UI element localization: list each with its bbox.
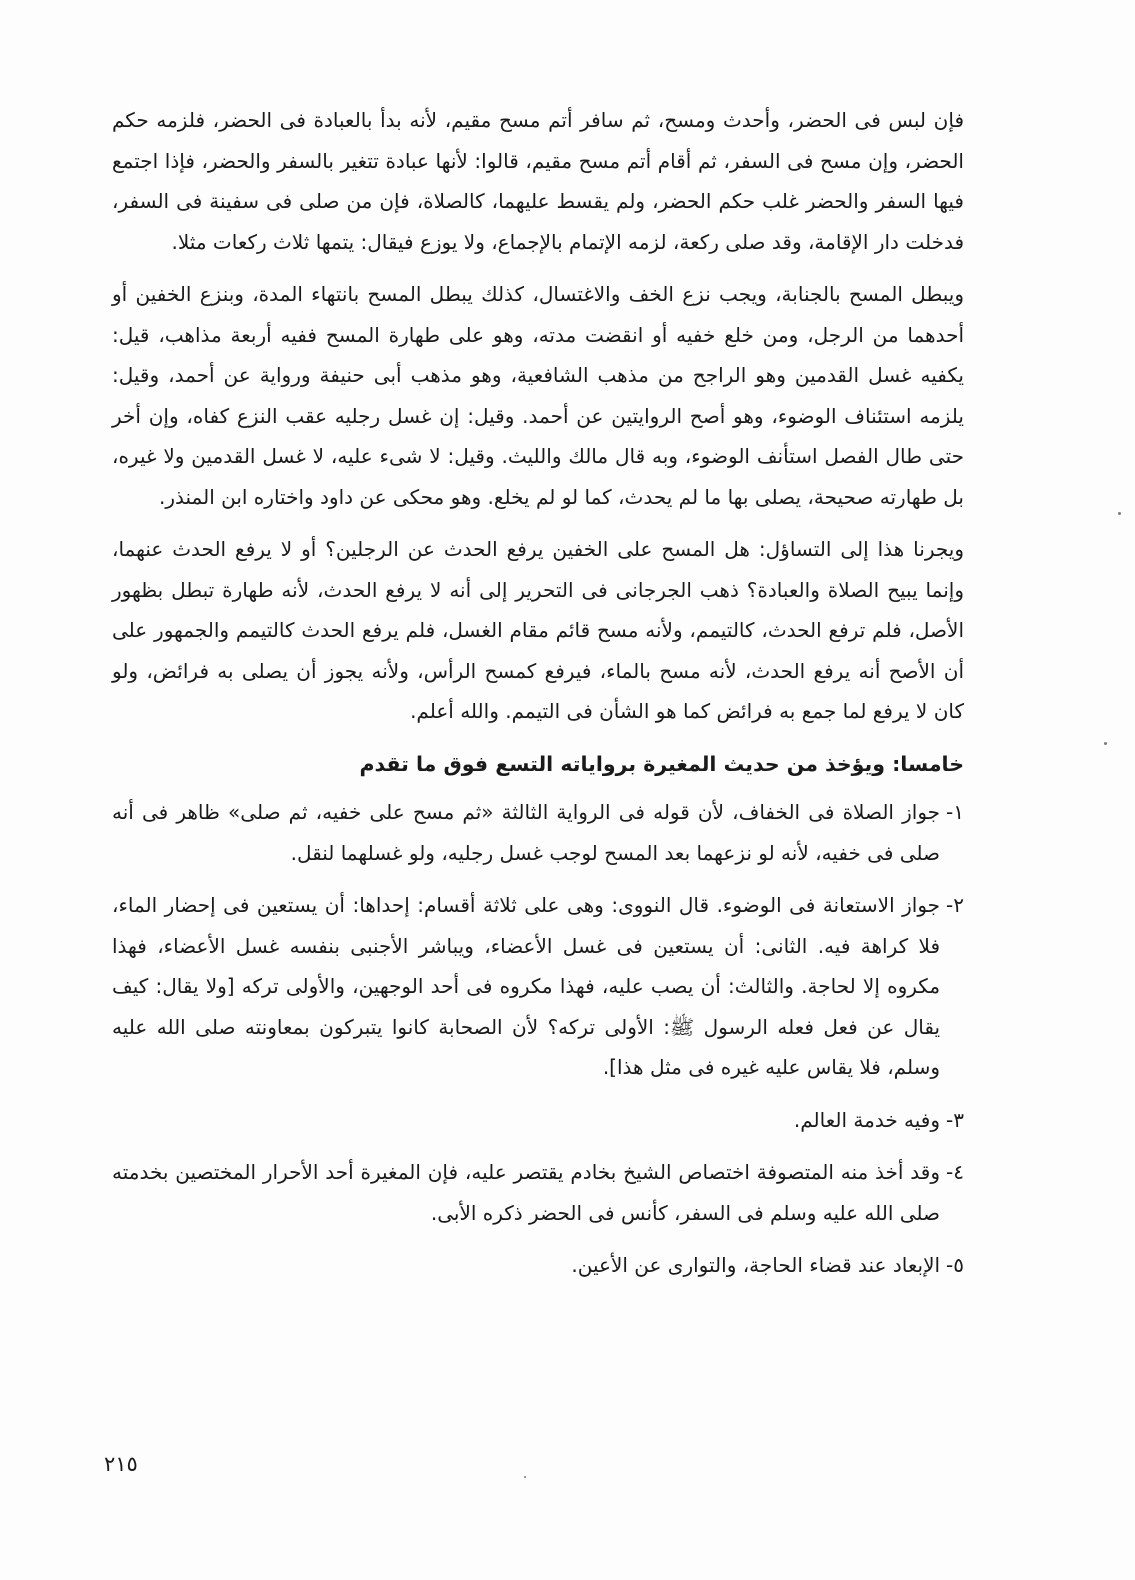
list-item-5 <box>112 1245 964 1286</box>
list-item-number: ١- <box>946 800 964 824</box>
list-item-text: جواز الصلاة فى الخفاف، لأن قوله فى الرواية الثالثة «ثم مسح على خفيه، ثم صلى» ظاهر فى أنه صلى فى خفيه، لأنه لو نزعهما بعد المسح لوجب غسل رجليه، ولو غسلهما لنقل. <box>112 800 941 865</box>
list-item-text: جواز الاستعانة فى الوضوء. قال النووى: وهى على ثلاثة أقسام: إحداها: أن يستعين فى إحضار الماء، فلا كراهة فيه. الثانى: أن يستعين فى غسل الأعضاء، ويباشر الأجنبى بنفسه غسل الأعضاء، فهذا مكروه إلا لحاجة. والثالث: أن يصب عليه، فهذا مكروه فى أحد الوجهين، والأولى تركه [ولا يقال: كيف يقال عن فعل فعله الرسول ﷺ: الأولى تركه؟ لأن الصحابة كانوا يتبركون بمعاونته صلى الله عليه وسلم، فلا يقاس عليه غيره فى مثل هذا]. <box>112 893 941 1079</box>
list-item-text: الإبعاد عند قضاء الحاجة، والتوارى عن الأعين. <box>571 1253 941 1277</box>
list-item-number: ٥- <box>946 1253 964 1277</box>
list-item-1 <box>112 792 964 873</box>
page-body <box>112 100 964 1298</box>
scan-speck <box>1104 742 1107 745</box>
scan-speck <box>1118 512 1121 515</box>
paragraph-1: فإن لبس فى الحضر، وأحدث ومسح، ثم سافر أتم مسح مقيم، لأنه بدأ بالعبادة فى الحضر، فلزمه حكم الحضر، وإن مسح فى السفر، ثم أقام أتم مسح مقيم، قالوا: لأنها عبادة تتغير بالسفر والحضر، فإذا اجتمع فيها السفر والحضر غلب حكم الحضر، ولم يقسط عليهما، كالصلاة، فإن من صلى فى سفينة فى السفر، فدخلت دار الإقامة، وقد صلى ركعة، لزمه الإتمام بالإجماع، ولا يوزع فيقال: يتمها ثلاث ركعات مثلا. <box>112 108 964 254</box>
section-heading: خامسا: ويؤخذ من حديث المغيرة برواياته التسع فوق ما تقدم <box>359 751 964 776</box>
list-item-2 <box>112 885 964 1088</box>
paragraph-2: ويبطل المسح بالجنابة، ويجب نزع الخف والاغتسال، كذلك يبطل المسح بانتهاء المدة، وبنزع الخفين أو أحدهما من الرجل، ومن خلع خفيه أو انقضت مدته، وهو على طهارة المسح ففيه أربعة مذاهب، قيل: يكفيه غسل القدمين وهو الراجح من مذهب الشافعية، وهو مذهب أبى حنيفة ورواية عن أحمد، وقيل: يلزمه استئناف الوضوء، وهو أصح الروايتين عن أحمد. وقيل: إن غسل رجليه عقب النزع كفاه، وإن أخر حتى طال الفصل استأنف الوضوء، وبه قال مالك والليث. وقيل: لا شىء عليه، لا غسل القدمين ولا غيره، بل طهارته صحيحة، يصلى بها ما لم يحدث، كما لو لم يخلع. وهو محكى عن داود واختاره ابن المنذر. <box>112 282 964 509</box>
list-item-text: وقد أخذ منه المتصوفة اختصاص الشيخ بخادم يقتصر عليه، فإن المغيرة أحد الأحرار المختصين بخدمته صلى الله عليه وسلم فى السفر، كأنس فى الحضر ذكره الأبى. <box>112 1160 941 1225</box>
list-item-number: ٢- <box>946 893 964 917</box>
scan-speck <box>524 1476 526 1478</box>
list-item-text: وفيه خدمة العالم. <box>793 1107 941 1132</box>
list-item-3 <box>112 1100 964 1141</box>
list-item-number: ٣- <box>946 1107 964 1132</box>
paragraph-3: ويجرنا هذا إلى التساؤل: هل المسح على الخفين يرفع الحدث عن الرجلين؟ أو لا يرفع الحدث عنهما، وإنما يبيح الصلاة والعبادة؟ ذهب الجرجانى فى التحرير إلى أنه لا يرفع الحدث، لأنه طهارة تبطل بظهور الأصل، فلم ترفع الحدث، كالتيمم، ولأنه مسح قائم مقام الغسل، فلم يرفع الحدث كالتيمم والجمهور على أن الأصح أنه يرفع الحدث، لأنه مسح بالماء، فيرفع كمسح الرأس، ولأنه يجوز أن يصلى به فرائض، ولو كان لا يرفع لما جمع به فرائض كما هو الشأن فى التيمم. والله أعلم. <box>112 537 964 723</box>
list-item-4 <box>112 1152 964 1233</box>
list-item-number: ٤- <box>946 1160 964 1184</box>
page-number: ٢١٥ <box>104 1452 138 1476</box>
